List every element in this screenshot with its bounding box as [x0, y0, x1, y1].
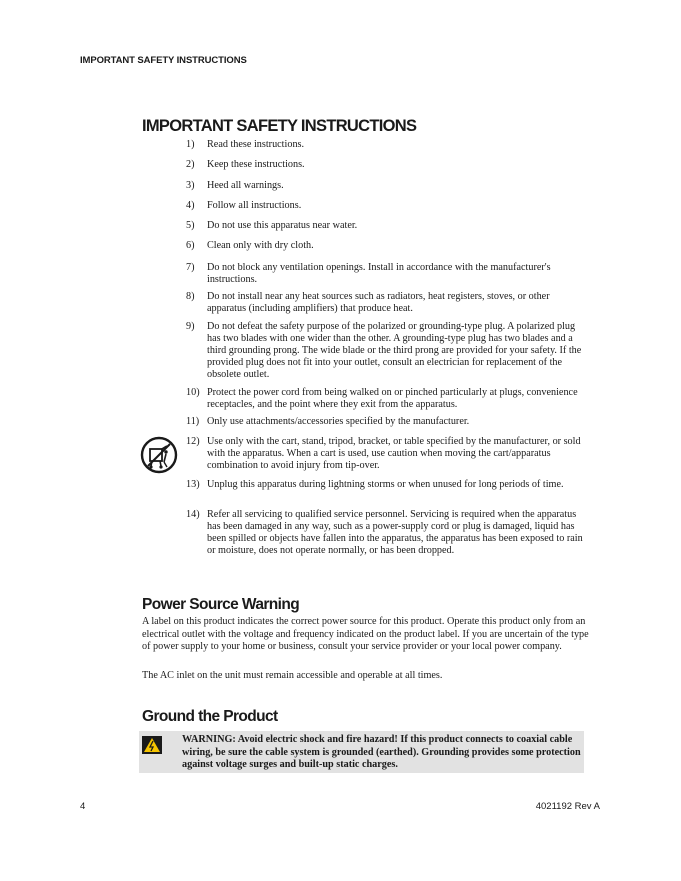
item-text: Use only with the cart, stand, tripod, bracket, or table specified by the manufacturer, or sold with the apparatus. When a cart is used, use caution when moving the cart/apparatus combination to avoid injury from tip-over. — [207, 436, 581, 472]
list-item — [186, 436, 586, 472]
section-title-power: Power Source Warning — [142, 596, 300, 613]
item-text: Only use attachments/accessories specified by the manufacturer. — [207, 416, 470, 427]
item-text: Do not block any ventilation openings. Install in accordance with the manufacturer's instructions. — [207, 262, 551, 286]
power-paragraph: A label on this product indicates the correct power source for this product. Operate this product only from an electrical outlet with the voltage and frequency indicated on the product label. If you are uncertain of the type of power supply to your home or business, consult your service provider or your local power company. — [142, 616, 589, 653]
item-number: 1) — [186, 139, 195, 150]
list-item — [186, 180, 586, 192]
page-title: IMPORTANT SAFETY INSTRUCTIONS — [142, 117, 417, 135]
list-item — [186, 240, 586, 252]
item-text: Follow all instructions. — [207, 200, 302, 211]
list-item — [186, 291, 586, 315]
item-text: Do not defeat the safety purpose of the polarized or grounding-type plug. A polarized plug has two blades with one wider than the other. A grounding-type plug has two blades and a third grounding prong. The wide blade or the third prong are provided for your safety. If the provided plug does not fit into your outlet, consult an electrician for replacement of the obsolete outlet. — [207, 321, 582, 381]
item-number: 8) — [186, 291, 195, 302]
item-number: 5) — [186, 220, 195, 231]
item-text: Read these instructions. — [207, 139, 305, 150]
cart-tip-over-icon — [140, 436, 178, 474]
item-text: Keep these instructions. — [207, 159, 305, 170]
item-number: 4) — [186, 200, 195, 211]
item-number: 13) — [186, 479, 200, 490]
item-number: 14) — [186, 509, 200, 520]
item-number: 2) — [186, 159, 195, 170]
list-item — [186, 479, 586, 491]
list-item — [186, 139, 586, 151]
list-item — [186, 200, 586, 212]
section-title-ground: Ground the Product — [142, 708, 278, 725]
item-text: Refer all servicing to qualified service personnel. Servicing is required when the apparatus has been damaged in any way, such as a power-supply cord or plug is damaged, liquid has been spilled or objects have fallen into the apparatus, the apparatus has been exposed to rain or moisture, does not operate normally, or has been dropped. — [207, 509, 583, 557]
list-item — [186, 159, 586, 171]
item-text: Clean only with dry cloth. — [207, 240, 314, 251]
item-text: Do not use this apparatus near water. — [207, 220, 358, 231]
power-paragraph-ac-inlet: The AC inlet on the unit must remain accessible and operable at all times. — [142, 670, 443, 681]
warning-text: WARNING: Avoid electric shock and fire hazard! If this product connects to coaxial cable wiring, be sure the cable system is grounded (earthed). Grounding provides some protection against voltage surges and built-up static charges. — [182, 734, 581, 770]
item-number: 12) — [186, 436, 200, 447]
warning-box — [139, 731, 584, 773]
item-text: Do not install near any heat sources such as radiators, heat registers, stoves, or other apparatus (including amplifiers) that produce heat. — [207, 291, 550, 315]
list-item — [186, 321, 586, 381]
item-number: 6) — [186, 240, 195, 251]
item-number: 11) — [186, 416, 200, 427]
running-header: IMPORTANT SAFETY INSTRUCTIONS — [80, 55, 247, 66]
item-number: 3) — [186, 180, 195, 191]
item-number: 10) — [186, 387, 200, 398]
item-number: 9) — [186, 321, 195, 332]
list-item — [186, 220, 586, 232]
item-text: Protect the power cord from being walked on or pinched particularly at plugs, convenience receptacles, and the point where they exit from the apparatus. — [207, 387, 578, 411]
item-text: Unplug this apparatus during lightning storms or when unused for long periods of time. — [207, 479, 564, 490]
item-number: 7) — [186, 262, 195, 273]
electric-hazard-warning-icon — [142, 736, 162, 754]
page-number: 4 — [80, 801, 86, 812]
list-item — [186, 416, 586, 428]
list-item — [186, 509, 586, 557]
item-text: Heed all warnings. — [207, 180, 284, 191]
document-id: 4021192 Rev A — [535, 801, 600, 812]
list-item — [186, 262, 586, 286]
list-item — [186, 387, 586, 411]
